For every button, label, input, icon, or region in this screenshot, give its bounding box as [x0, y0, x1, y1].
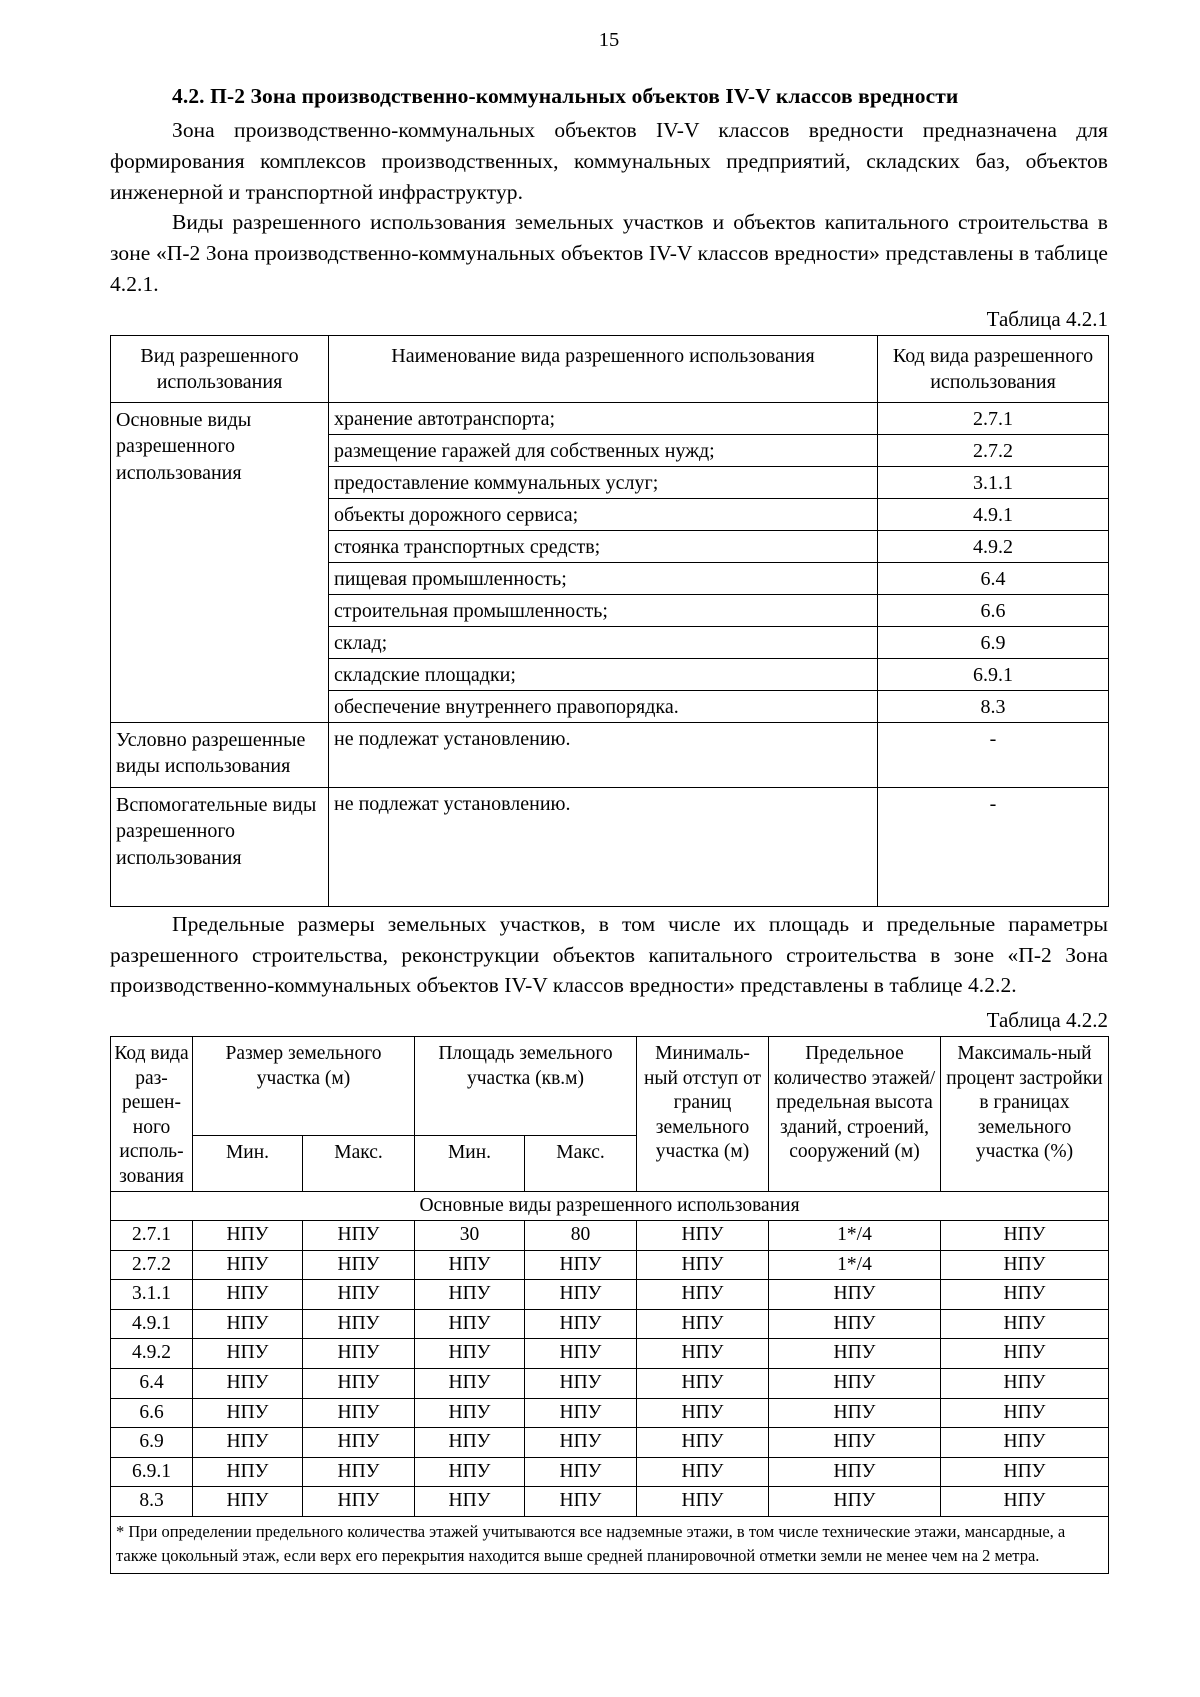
cell-use-name: не подлежат установлению. [329, 787, 878, 906]
table-row [111, 402, 1109, 434]
column-header-area-min: Мин. [415, 1136, 525, 1192]
cell-build-percent: НПУ [941, 1368, 1109, 1398]
cell-setback: НПУ [637, 1221, 769, 1251]
cell-setback: НПУ [637, 1487, 769, 1517]
cell-setback: НПУ [637, 1398, 769, 1428]
cell-area-max: НПУ [525, 1398, 637, 1428]
cell-use-name: обеспечение внутреннего правопорядка. [329, 690, 878, 722]
cell-area-min: НПУ [415, 1487, 525, 1517]
cell-use-code: 4.9.1 [878, 498, 1109, 530]
cell-code: 2.7.2 [111, 1250, 193, 1280]
cell-floors: НПУ [769, 1457, 941, 1487]
cell-use-name: строительная промышленность; [329, 594, 878, 626]
cell-size-min: НПУ [193, 1250, 303, 1280]
cell-category-conditional: Условно разрешенные виды использования [111, 722, 329, 787]
page-title: 4.2. П-2 Зона производственно-коммунальных объектов IV-V классов вредности [172, 83, 959, 108]
cell-area-max: 80 [525, 1221, 637, 1251]
table-row-header-top [111, 1037, 1109, 1136]
table-row [111, 1250, 1109, 1280]
cell-area-max: НПУ [525, 1457, 637, 1487]
cell-area-min: НПУ [415, 1398, 525, 1428]
cell-area-max: НПУ [525, 1250, 637, 1280]
cell-size-max: НПУ [303, 1428, 415, 1458]
cell-code: 4.9.2 [111, 1339, 193, 1369]
cell-area-max: НПУ [525, 1428, 637, 1458]
cell-size-max: НПУ [303, 1457, 415, 1487]
cell-area-min: НПУ [415, 1339, 525, 1369]
cell-area-max: НПУ [525, 1309, 637, 1339]
cell-use-name: объекты дорожного сервиса; [329, 498, 878, 530]
cell-area-max: НПУ [525, 1339, 637, 1369]
cell-code: 6.4 [111, 1368, 193, 1398]
cell-code: 3.1.1 [111, 1280, 193, 1310]
cell-floors: НПУ [769, 1339, 941, 1369]
cell-area-max: НПУ [525, 1280, 637, 1310]
table-row [111, 1487, 1109, 1517]
cell-build-percent: НПУ [941, 1487, 1109, 1517]
cell-setback: НПУ [637, 1250, 769, 1280]
column-header-max-build-percent: Максималь-ный процент застройки в границах земельного участка (%) [941, 1037, 1109, 1191]
column-header-plot-area: Площадь земельного участка (кв.м) [415, 1037, 637, 1136]
column-header-max-floors: Предельное количество этажей/ предельная высота зданий, строений, сооружений (м) [769, 1037, 941, 1191]
cell-size-min: НПУ [193, 1487, 303, 1517]
column-header-code: Код вида раз-решен-ного исполь-зования [111, 1037, 193, 1191]
cell-size-min: НПУ [193, 1368, 303, 1398]
paragraph-table-422-ref: Предельные размеры земельных участков, в том числе их площадь и предельные параметры разрешенного строительства, реконструкции объектов капитального строительства в зоне «П-2 Зона производственно-коммунальных объектов IV-V классов вредности» представлены в таблице 4.2.2. [110, 911, 1108, 998]
table-row [111, 1280, 1109, 1310]
table-footnote-row [111, 1516, 1109, 1573]
cell-use-code: 4.9.2 [878, 530, 1109, 562]
cell-code: 8.3 [111, 1487, 193, 1517]
cell-area-min: НПУ [415, 1457, 525, 1487]
cell-use-name: предоставление коммунальных услуг; [329, 466, 878, 498]
cell-size-min: НПУ [193, 1280, 303, 1310]
cell-size-min: НПУ [193, 1398, 303, 1428]
cell-size-max: НПУ [303, 1250, 415, 1280]
cell-area-min: 30 [415, 1221, 525, 1251]
cell-setback: НПУ [637, 1457, 769, 1487]
cell-floors: НПУ [769, 1487, 941, 1517]
column-header-use-type: Вид разрешенного использования [111, 335, 329, 402]
table-row [111, 1368, 1109, 1398]
cell-use-code: 6.9 [878, 626, 1109, 658]
cell-build-percent: НПУ [941, 1221, 1109, 1251]
cell-code: 6.6 [111, 1398, 193, 1428]
column-header-min-setback: Минималь-ный отступ от границ земельного участка (м) [637, 1037, 769, 1191]
cell-use-code: 2.7.2 [878, 434, 1109, 466]
cell-area-max: НПУ [525, 1487, 637, 1517]
cell-area-min: НПУ [415, 1309, 525, 1339]
cell-code: 4.9.1 [111, 1309, 193, 1339]
cell-use-name: складские площадки; [329, 658, 878, 690]
cell-setback: НПУ [637, 1309, 769, 1339]
cell-category-main: Основные виды разрешенного использования [111, 402, 329, 722]
cell-floors: НПУ [769, 1428, 941, 1458]
cell-size-min: НПУ [193, 1457, 303, 1487]
column-header-use-name: Наименование вида разрешенного использования [329, 335, 878, 402]
cell-use-code: 3.1.1 [878, 466, 1109, 498]
cell-build-percent: НПУ [941, 1250, 1109, 1280]
table-421-caption: Таблица 4.2.1 [986, 306, 1108, 331]
cell-use-name: размещение гаражей для собственных нужд; [329, 434, 878, 466]
cell-build-percent: НПУ [941, 1280, 1109, 1310]
cell-use-name: склад; [329, 626, 878, 658]
cell-use-code: 2.7.1 [878, 402, 1109, 434]
cell-floors: 1*/4 [769, 1250, 941, 1280]
column-header-size-max: Макс. [303, 1136, 415, 1192]
table-row [111, 1398, 1109, 1428]
paragraph-table-421-ref: Виды разрешенного использования земельных участков и объектов капитального строительства в зоне «П-2 Зона производственно-коммунальных объектов IV-V классов вредности» представлены в таблице 4.2.1. [110, 210, 1108, 296]
cell-area-min: НПУ [415, 1280, 525, 1310]
cell-size-min: НПУ [193, 1339, 303, 1369]
cell-use-name: хранение автотранспорта; [329, 402, 878, 434]
table-row [111, 722, 1109, 787]
table-row [111, 1309, 1109, 1339]
cell-use-code: - [878, 722, 1109, 787]
cell-use-code: 6.9.1 [878, 658, 1109, 690]
column-header-size-min: Мин. [193, 1136, 303, 1192]
cell-size-min: НПУ [193, 1221, 303, 1251]
cell-use-name: пищевая промышленность; [329, 562, 878, 594]
cell-floors: НПУ [769, 1309, 941, 1339]
cell-area-max: НПУ [525, 1368, 637, 1398]
cell-floors: НПУ [769, 1368, 941, 1398]
cell-setback: НПУ [637, 1280, 769, 1310]
cell-area-min: НПУ [415, 1368, 525, 1398]
cell-group-main-uses: Основные виды разрешенного использования [111, 1191, 1109, 1221]
table-row [111, 1221, 1109, 1251]
cell-build-percent: НПУ [941, 1309, 1109, 1339]
table-422-caption: Таблица 4.2.2 [986, 1007, 1108, 1032]
cell-size-max: НПУ [303, 1280, 415, 1310]
cell-size-max: НПУ [303, 1309, 415, 1339]
cell-area-min: НПУ [415, 1250, 525, 1280]
cell-size-max: НПУ [303, 1368, 415, 1398]
cell-size-max: НПУ [303, 1398, 415, 1428]
paragraph-intro: Зона производственно-коммунальных объектов IV-V классов вредности предназначена для формирования комплексов производственных, коммунальных предприятий, складских баз, объектов инженерной и транспортной инфраструктур. [110, 118, 1108, 204]
cell-size-min: НПУ [193, 1428, 303, 1458]
cell-size-max: НПУ [303, 1487, 415, 1517]
column-header-area-max: Макс. [525, 1136, 637, 1192]
cell-floors: НПУ [769, 1398, 941, 1428]
cell-size-max: НПУ [303, 1339, 415, 1369]
table-row [111, 787, 1109, 906]
cell-use-name: не подлежат установлению. [329, 722, 878, 787]
cell-floors: НПУ [769, 1280, 941, 1310]
cell-build-percent: НПУ [941, 1398, 1109, 1428]
cell-use-code: 6.6 [878, 594, 1109, 626]
cell-size-min: НПУ [193, 1309, 303, 1339]
table-footnote: * При определении предельного количества этажей учитываются все надземные этажи, в том числе технические этажи, мансардные, а также цокольный этаж, если верх его перекрытия находится выше средней планировочной отметки земли не менее чем на 2 метра. [111, 1516, 1109, 1573]
table-row [111, 1457, 1109, 1487]
table-row [111, 1339, 1109, 1369]
cell-setback: НПУ [637, 1368, 769, 1398]
cell-use-code: 6.4 [878, 562, 1109, 594]
table-row [111, 1428, 1109, 1458]
cell-code: 2.7.1 [111, 1221, 193, 1251]
cell-size-max: НПУ [303, 1221, 415, 1251]
table-permitted-uses [110, 335, 1109, 907]
cell-category-auxiliary: Вспомогательные виды разрешенного использования [111, 787, 329, 906]
cell-use-name: стоянка транспортных средств; [329, 530, 878, 562]
table-row-header [111, 335, 1109, 402]
cell-code: 6.9.1 [111, 1457, 193, 1487]
cell-setback: НПУ [637, 1339, 769, 1369]
column-header-plot-size: Размер земельного участка (м) [193, 1037, 415, 1136]
cell-setback: НПУ [637, 1428, 769, 1458]
table-group-row [111, 1191, 1109, 1221]
cell-build-percent: НПУ [941, 1339, 1109, 1369]
column-header-use-code: Код вида разрешенного использования [878, 335, 1109, 402]
cell-use-code: - [878, 787, 1109, 906]
cell-build-percent: НПУ [941, 1457, 1109, 1487]
cell-code: 6.9 [111, 1428, 193, 1458]
page-number: 15 [598, 29, 620, 51]
cell-build-percent: НПУ [941, 1428, 1109, 1458]
cell-area-min: НПУ [415, 1428, 525, 1458]
cell-floors: 1*/4 [769, 1221, 941, 1251]
table-limit-parameters [110, 1036, 1109, 1573]
cell-use-code: 8.3 [878, 690, 1109, 722]
